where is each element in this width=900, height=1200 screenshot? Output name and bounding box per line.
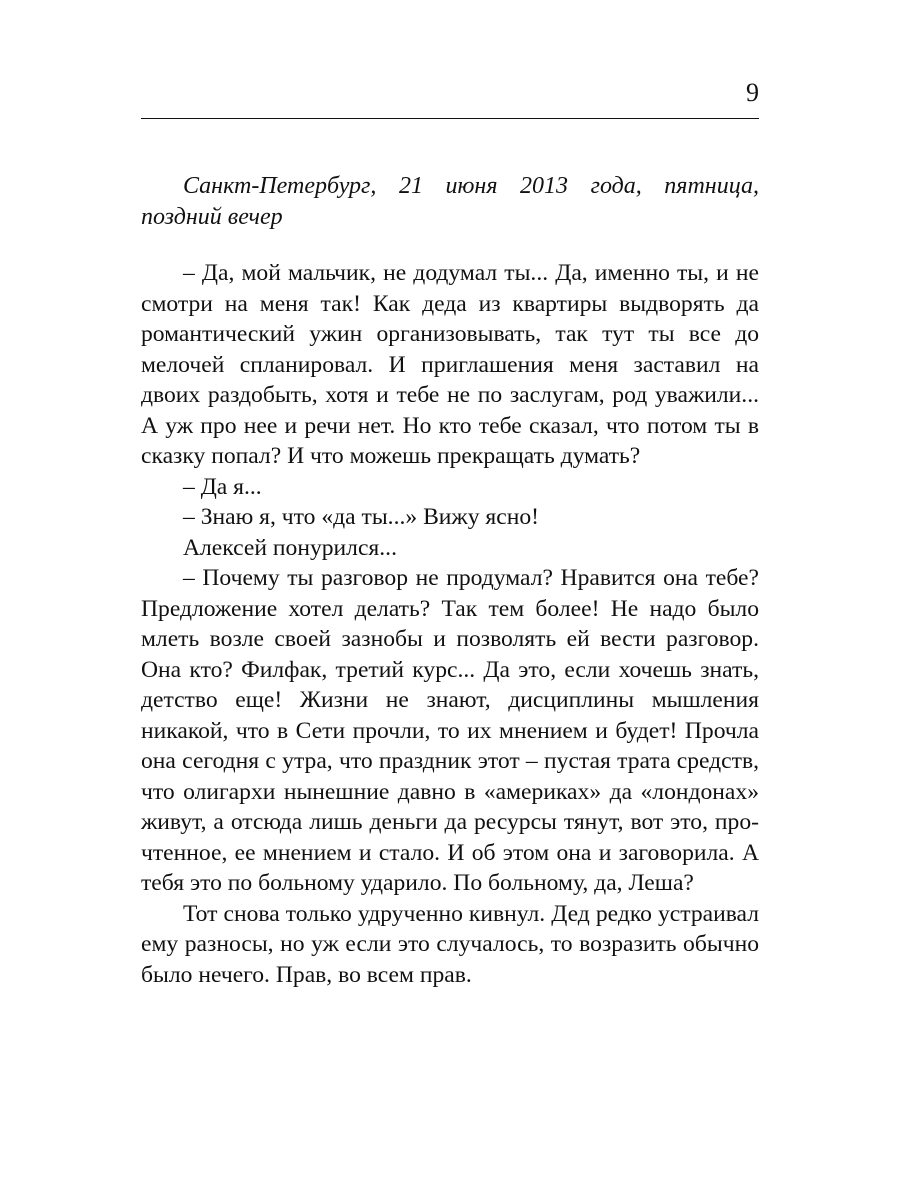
header-rule — [141, 118, 759, 119]
paragraph-2: – Да я... — [183, 473, 262, 500]
paragraph-3: – Знаю я, что «да ты...» Вижу ясно! — [183, 504, 540, 530]
paragraph-4: Алексей понурился... — [183, 534, 397, 561]
paragraph-6: Тот снова только удрученно кивнул. Дед редко устраивал ему разносы, но уж если это случалось, то возразить обычно было нечего. Прав, во всем прав. — [141, 900, 759, 988]
page-number: 9 — [746, 78, 759, 107]
body-text — [141, 258, 759, 990]
chapter-dateline: Санкт-Петербург, 21 июня 2013 года, пятница, поздний вечер — [141, 173, 759, 230]
paragraph-5: – Почему ты разговор не продумал? Нравится она тебе? Предложение хотел делать? Так тем более! Не надо было млеть возле своей зазнобы и позволять ей вести разговор. Она кто? Филфак, третий курс... Да это, если хочешь знать, детство еще! Жизни не знают, дисциплины мышления никакой, что в Сети прочли, то их мнением и будет! Прочла она сегодня с утра, что праздник этот – пустая трата средств, что олигархи нынешние давно в «америках» да «лондонах» живут, а отсюда лишь деньги да ресурсы тянут, вот это, прочтенное, ее мнением и стало. И об этом она и заговорила. А тебя это по больному ударило. По больному, да, Леша? — [141, 565, 759, 896]
paragraph-1: – Да, мой мальчик, не додумал ты... Да, именно ты, и не смотри на меня так! Как деда из квартиры выдворять да романтический ужин организовывать, так тут ты все до мелочей спланировал. И приглашения меня заставил на двоих раздобыть, хотя и тебе не по заслугам, род уважили... А уж про нее и речи нет. Но кто тебе сказал, что потом ты в сказку попал? И что можешь прекращать думать? — [141, 260, 759, 469]
